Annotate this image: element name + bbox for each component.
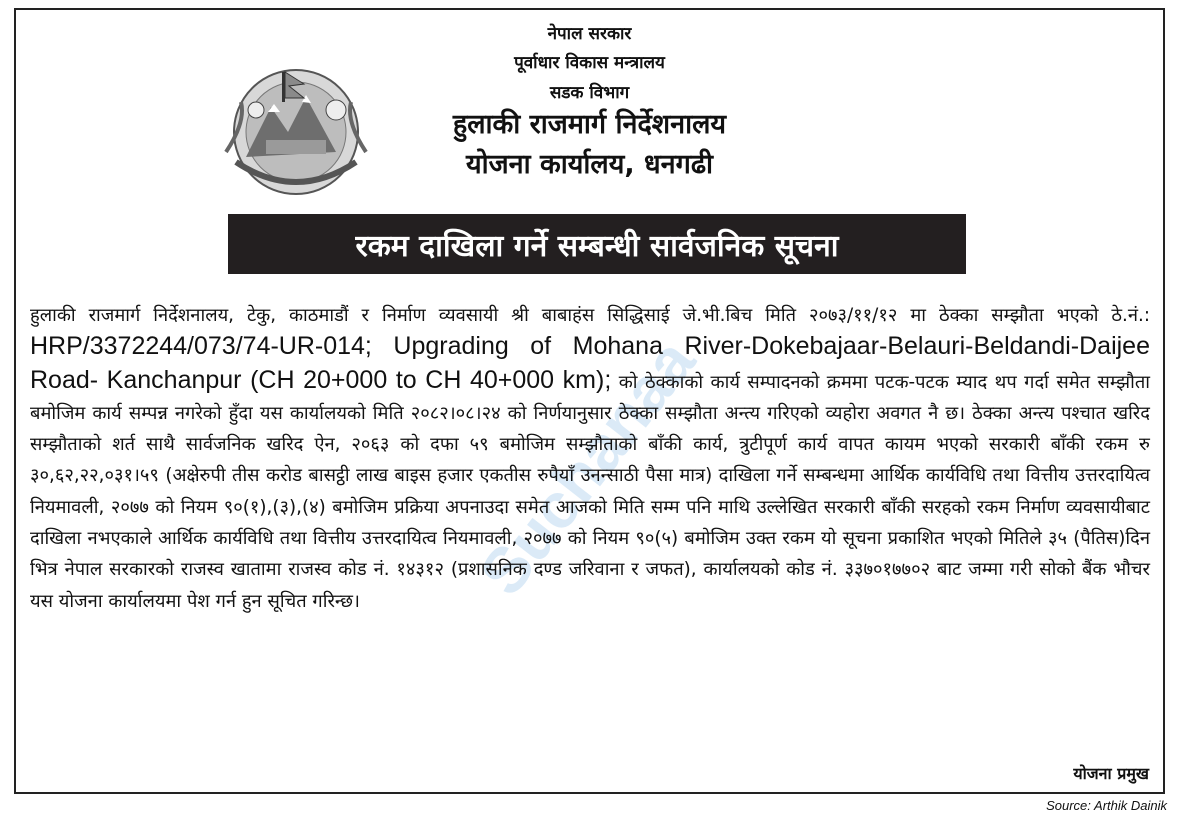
signature: योजना प्रमुख — [1073, 764, 1149, 783]
watermark: Suchanaa — [465, 325, 709, 609]
body-text-part1: हुलाकी राजमार्ग निर्देशनालय, टेकु, काठमाडौं र निर्माण व्यवसायी श्री बाबाहंस सिद्धिसाई जे.भी.बिच मिति २०७३/११/१२ मा ठेक्का सम्झौता भएको ठे.नं.: — [30, 305, 1150, 326]
contract-reference: HRP/3372244/073/74-UR-014; Upgrading of Mohana River-Dokebajaar-Belauri-Beldandi-Daijee Road- Kanchanpur (CH 20+000 to CH 40+000 km); — [30, 332, 1150, 394]
header-line-department: सडक विभाग — [549, 82, 630, 103]
header-line-ministry: पूर्वाधार विकास मन्त्रालय — [514, 53, 665, 74]
header — [16, 24, 1163, 181]
body-text-part2: को ठेक्काको कार्य सम्पादनको क्रममा पटक-पटक म्याद थप गर्दा समेत सम्झौता बमोजिम कार्य सम्पन्न नगरेको हुँदा यस कार्यालयको मिति २०८२।०८।२४ को निर्णयानुसार ठेक्का सम्झौता अन्त्य गरिएको व्यहोरा अवगत नै छ। ठेक्का अन्त्य पश्चात खरिद सम्झौताको शर्त साथै सार्वजनिक खरिद ऐन, २०६३ को दफा ५९ बमोजिम सम्झौताको बाँकी कार्य, त्रुटीपूर्ण कार्य वापत कायम भएको सरकारी बाँकी रकम रु ३०,६२,२२,०३१।५९ (अक्षेरुपी तीस करोड बासट्ठी लाख बाइस हजार एकतीस रुपैयाँ उनन्साठी पैसा मात्र) दाखिला गर्ने सम्बन्धमा आर्थिक कार्यविधि तथा वित्तीय उत्तरदायित्व नियमावली, २०७७ को नियम ९०(१),(३),(४) बमोजिम प्रक्रिया अपनाउदा समेत आजको मिति सम्म पनि माथि उल्लेखित सरकारी बाँकी सरहको रकम निर्माण व्यवसायीबाट दाखिला नभएकाले आर्थिक कार्यविधि तथा वित्तीय उत्तरदायित्व नियमावली, २०७७ को नियम ९०(५) बमोजिम उक्त रकम यो सूचना प्रकाशित भएको मितिले ३५ (पैतिस)दिन भित्र नेपाल सरकारको राजस्व खातामा राजस्व कोड नं. १४३१२ (प्रशासनिक दण्ड जरिवाना र जफत), कार्यालयको कोड नं. ३३७०१७७०२ बाट जम्मा गरी सोको बैंक भौचर यस योजना कार्यालयमा पेश गर्न हुन सूचित गरिन्छ। — [30, 371, 1150, 612]
header-line-directorate: हुलाकी राजमार्ग निर्देशनालय — [452, 108, 727, 140]
notice-title: रकम दाखिला गर्ने सम्बन्धी सार्वजनिक सूचना — [228, 214, 966, 274]
header-line-office: योजना कार्यालय, धनगढी — [465, 148, 714, 180]
notice-body — [30, 300, 1150, 617]
notice-frame — [14, 8, 1165, 794]
header-line-government: नेपाल सरकार — [547, 24, 632, 44]
source-credit: Source: Arthik Dainik — [1046, 798, 1167, 813]
